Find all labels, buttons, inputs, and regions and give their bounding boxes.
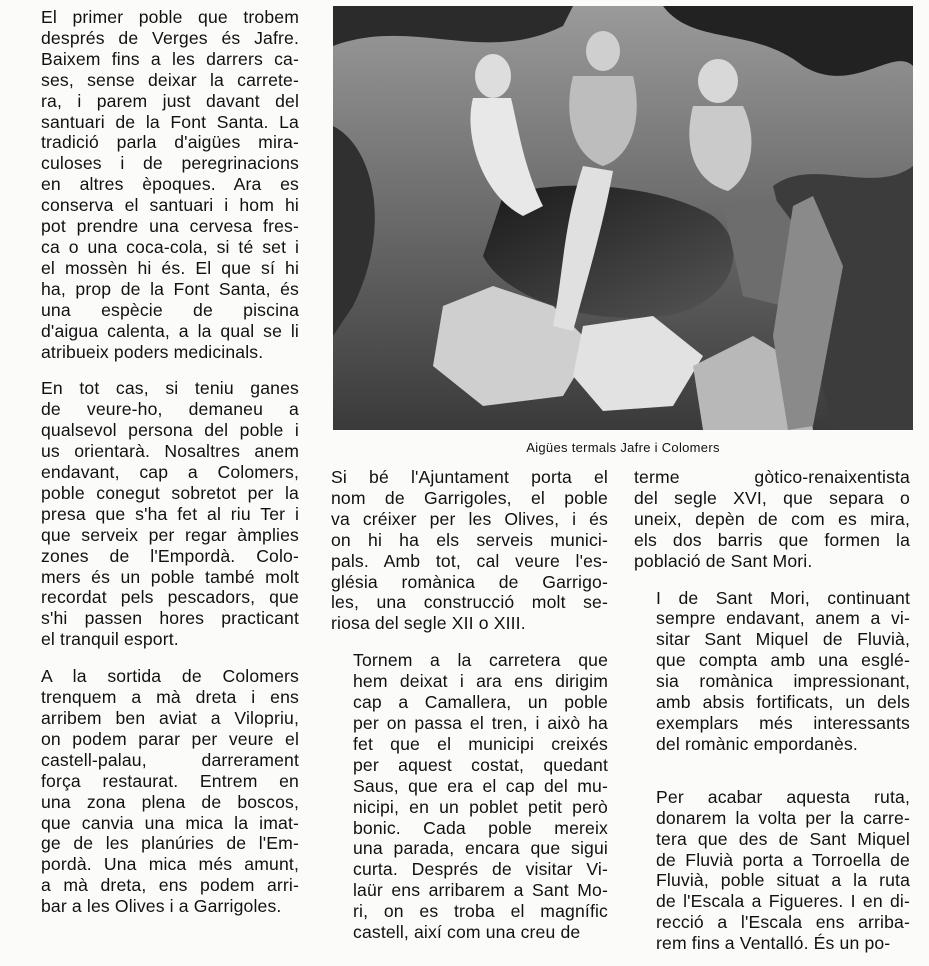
text-line: ses, sense deixar la carrete- [41,69,299,90]
text-line: de Fluvià porta a Torroella de [656,849,910,870]
text-line: població de Sant Mori. [634,550,813,571]
text-line: les, una construcció molt se- [331,592,608,613]
text-line: qualsevol persona del poble i [41,420,299,441]
text-line: sitar Sant Miquel de Fluvià, [656,629,910,650]
text-line: de veure-ho, demaneu a [41,399,299,420]
text-line: que canvia una mica la imat- [41,812,299,833]
text-line: ha, prop de la Font Santa, és [41,278,299,299]
paragraph-garrigoles [331,467,608,634]
text-line: a mà dreta, ens podem arri- [41,875,299,896]
article-column-1 [19,7,299,917]
text-line: que serveix per regar àmplies [41,524,299,545]
text-line: el mossèn hi és. El que sí hi [41,257,299,278]
article-column-2 [331,467,608,943]
text-line: nicipi, en un poblet petit però [353,796,608,817]
paragraph-camallera [331,650,608,943]
text-line: per on passa el tren, i això ha [353,712,608,733]
text-line: arribem ben aviat a Vilopriu, [41,708,299,728]
photo-caption: Aigües termals Jafre i Colomers [526,440,720,455]
text-line: cap a Camallera, un poble [353,692,608,713]
text-line: del segle XVI, que separa o [634,487,910,508]
text-line: castell, així com una creu de [353,922,581,943]
paragraph-vilopriu [19,666,299,917]
text-line: terme gòtico-renaixentista [634,467,910,487]
text-line: Fluvià, poble situat a la ruta [656,870,910,891]
text-line: nom de Garrigoles, el poble [331,487,608,508]
text-line: el tranquil esport. [41,629,179,650]
text-line: laür ens arribarem a Sant Mo- [353,880,608,901]
text-line: fet que el municipi creixés [353,733,608,754]
text-line: de l'Escala a Figueres. I en di- [656,891,910,912]
text-line: pot prendre una cervesa fres- [41,216,299,237]
text-line: poble conegut sobretot per la [41,482,299,503]
text-line: bonic. Cada poble mereix [353,817,608,838]
text-line: trenquem a mà dreta i ens [41,687,299,708]
text-line: sia romànica impressionant, [656,671,910,692]
text-line: atribueix poders medicinals. [41,341,264,362]
text-line: exemplars més interessants [656,712,910,733]
text-line: que compta amb una esglé- [656,650,910,671]
text-line: ra, i parem just davant del [41,90,299,111]
text-line: castell-palau, darrerament [41,749,299,770]
photo-thermal-waters [333,6,913,430]
text-line: sempre endavant, anem a vi- [656,608,910,629]
text-line: riosa del segle XII o XIII. [331,613,526,634]
text-line: santuari de la Font Santa. La [41,111,299,132]
text-line: ge de les planúries de l'Em- [41,833,299,854]
text-line: curta. Després de visitar Vi- [353,859,608,880]
text-line: presa que s'ha fet al riu Ter i [41,503,299,524]
text-line: glésia romànica de Garrigo- [331,571,608,592]
text-line: recordat pels pescadors, que [41,587,299,608]
text-line: El primer poble que trobem [41,7,299,27]
text-line: donarem la volta per la carre- [656,807,910,828]
text-line: conserva el santuari i hom hi [41,195,299,216]
text-line: una zona plena de boscos, [41,791,299,812]
text-line: els dos barris que formen la [634,529,910,550]
text-line: tradició parla d'aigües mira- [41,132,299,153]
text-line: Si bé l'Ajuntament porta el [331,467,608,487]
text-line: pordà. Una mica més amunt, [41,854,299,875]
text-line: mers és un poble també molt [41,566,299,587]
text-line: endavant, cap a Colomers, [41,462,299,483]
text-line: en altres èpoques. Ara es [41,174,299,195]
text-line: En tot cas, si teniu ganes [41,378,299,399]
article-column-3 [634,467,910,954]
paragraph-ventallo [634,787,910,954]
text-line: culoses i de peregrinacions [41,153,299,174]
text-line: Baixem fins a les darrers ca- [41,48,299,69]
text-line: zones de l'Empordà. Colo- [41,545,299,566]
text-line: Saus, que era el cap del mu- [353,775,608,796]
photo-illustration [333,6,913,430]
text-line: on podem parar per veure el [41,728,299,749]
text-line: pals. Amb tot, cal veure l'es- [331,550,608,571]
text-line: rem fins a Ventalló. És un po- [656,933,891,954]
text-line: Tornem a la carretera que [353,650,608,671]
text-line: amb absis fortificats, un dels [656,692,910,713]
text-line: ca o una coca-cola, si té set i [41,236,299,257]
text-line: del romànic empordanès. [656,733,858,754]
text-line: força restaurat. Entrem en [41,770,299,791]
text-line: us orientarà. Nosaltres anem [41,441,299,462]
text-line: Per acabar aquesta ruta, [656,786,910,807]
text-line: on hi ha els serveis munici- [331,529,608,550]
text-line: va créixer per les Olives, i és [331,508,608,529]
text-line: d'aigua calenta, a la qual se li [41,320,299,341]
text-line: s'hi passen hores practicant [41,608,299,629]
text-line: I de Sant Mori, continuant [656,587,910,608]
text-line: uneix, depèn de com es mira, [634,508,910,529]
text-line: bar a les Olives i a Garrigoles. [41,896,282,917]
paragraph-jafre [19,7,299,362]
text-line: recció a l'Escala ens arriba- [656,912,910,933]
text-line: una espècie de piscina [41,299,299,320]
text-line: una parada, encara que sigui [353,838,608,859]
text-line: ri, on es troba el magnífic [353,901,608,922]
paragraph-sant-miquel [634,588,910,755]
text-line: tera que des de Sant Miquel [656,828,910,849]
text-line: després de Verges és Jafre. [41,27,299,48]
text-line: per aquest costat, quedant [353,754,608,775]
paragraph-colomers [19,378,299,650]
text-line: hem deixat i ara ens dirigim [353,671,608,692]
text-line: A la sortida de Colomers [41,666,299,687]
paragraph-sant-mori [634,467,910,572]
